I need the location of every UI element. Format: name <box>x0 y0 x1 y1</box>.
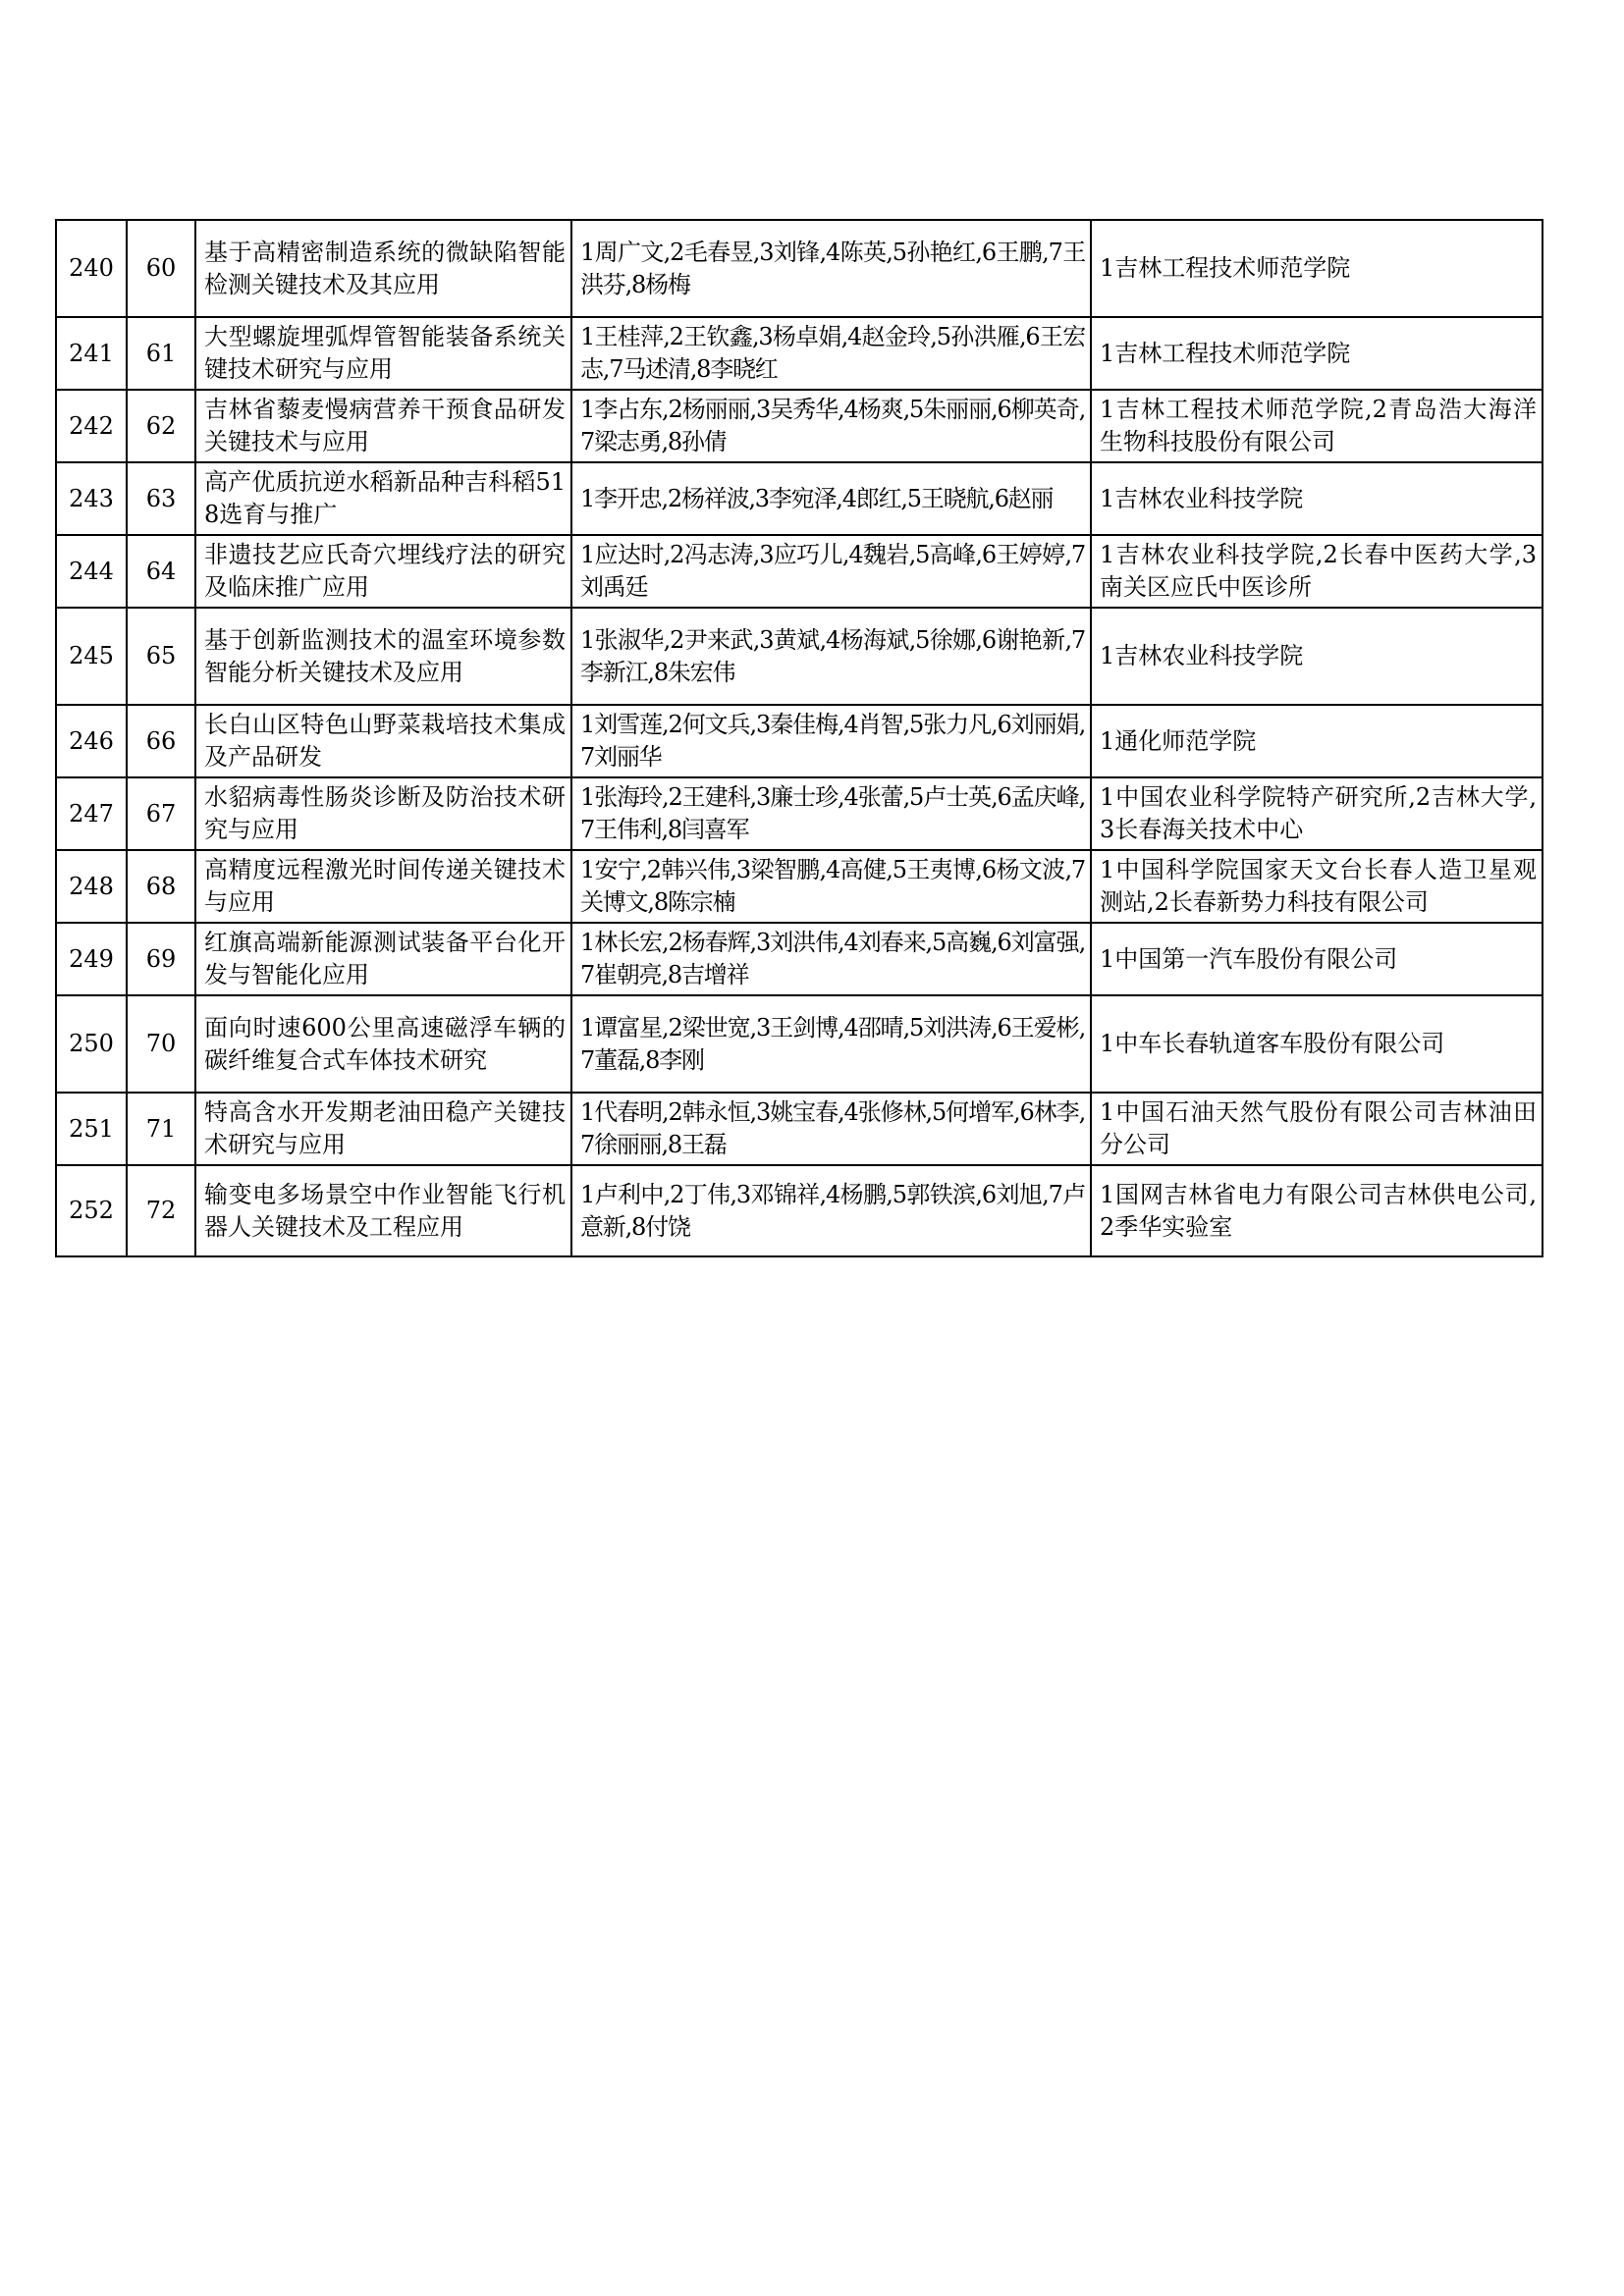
contributors-cell: 1刘雪莲,2何文兵,3秦佳梅,4肖智,5张力凡,6刘丽娟,7刘丽华 <box>571 705 1091 777</box>
project-name-cell: 水貂病毒性肠炎诊断及防治技术研究与应用 <box>195 777 571 850</box>
units-cell: 1吉林工程技术师范学院,2青岛浩大海洋生物科技股份有限公司 <box>1091 390 1543 462</box>
number-cell: 69 <box>127 923 195 995</box>
units-cell: 1吉林工程技术师范学院 <box>1091 317 1543 390</box>
project-name-cell: 输变电多场景空中作业智能飞行机器人关键技术及工程应用 <box>195 1165 571 1256</box>
project-name-cell: 非遗技艺应氏奇穴埋线疗法的研究及临床推广应用 <box>195 535 571 608</box>
project-name-cell: 红旗高端新能源测试装备平台化开发与智能化应用 <box>195 923 571 995</box>
number-cell: 61 <box>127 317 195 390</box>
contributors-cell: 1应达时,2冯志涛,3应巧儿,4魏岩,5高峰,6王婷婷,7刘禹廷 <box>571 535 1091 608</box>
number-cell: 67 <box>127 777 195 850</box>
table-row <box>56 1093 1543 1165</box>
seq-cell: 250 <box>56 995 127 1093</box>
contributors-cell: 1安宁,2韩兴伟,3梁智鹏,4高健,5王夷博,6杨文波,7关博文,8陈宗楠 <box>571 850 1091 923</box>
table-row <box>56 390 1543 462</box>
table-row <box>56 608 1543 705</box>
seq-cell: 247 <box>56 777 127 850</box>
project-name-cell: 高产优质抗逆水稻新品种吉科稻518选育与推广 <box>195 462 571 535</box>
seq-cell: 245 <box>56 608 127 705</box>
project-name-cell: 基于创新监测技术的温室环境参数智能分析关键技术及应用 <box>195 608 571 705</box>
seq-cell: 249 <box>56 923 127 995</box>
seq-cell: 248 <box>56 850 127 923</box>
table-row <box>56 705 1543 777</box>
table-row <box>56 317 1543 390</box>
number-cell: 66 <box>127 705 195 777</box>
units-cell: 1中国农业科学院特产研究所,2吉林大学,3长春海关技术中心 <box>1091 777 1543 850</box>
seq-cell: 246 <box>56 705 127 777</box>
number-cell: 68 <box>127 850 195 923</box>
table-row <box>56 1165 1543 1256</box>
project-name-cell: 长白山区特色山野菜栽培技术集成及产品研发 <box>195 705 571 777</box>
seq-cell: 244 <box>56 535 127 608</box>
number-cell: 70 <box>127 995 195 1093</box>
number-cell: 71 <box>127 1093 195 1165</box>
seq-cell: 251 <box>56 1093 127 1165</box>
units-cell: 1中国科学院国家天文台长春人造卫星观测站,2长春新势力科技有限公司 <box>1091 850 1543 923</box>
contributors-cell: 1张海玲,2王建科,3廉士珍,4张蕾,5卢士英,6孟庆峰,7王伟利,8闫喜军 <box>571 777 1091 850</box>
project-name-cell: 吉林省藜麦慢病营养干预食品研发关键技术与应用 <box>195 390 571 462</box>
table-row <box>56 923 1543 995</box>
project-name-cell: 基于高精密制造系统的微缺陷智能检测关键技术及其应用 <box>195 220 571 317</box>
contributors-cell: 1林长宏,2杨春辉,3刘洪伟,4刘春来,5高巍,6刘富强,7崔朝亮,8吉增祥 <box>571 923 1091 995</box>
project-name-cell: 面向时速600公里高速磁浮车辆的碳纤维复合式车体技术研究 <box>195 995 571 1093</box>
award-list-table <box>55 219 1543 1257</box>
number-cell: 65 <box>127 608 195 705</box>
seq-cell: 241 <box>56 317 127 390</box>
units-cell: 1中车长春轨道客车股份有限公司 <box>1091 995 1543 1093</box>
number-cell: 63 <box>127 462 195 535</box>
units-cell: 1通化师范学院 <box>1091 705 1543 777</box>
seq-cell: 240 <box>56 220 127 317</box>
table-row <box>56 535 1543 608</box>
number-cell: 72 <box>127 1165 195 1256</box>
project-name-cell: 特高含水开发期老油田稳产关键技术研究与应用 <box>195 1093 571 1165</box>
seq-cell: 252 <box>56 1165 127 1256</box>
table-row <box>56 220 1543 317</box>
seq-cell: 243 <box>56 462 127 535</box>
table-row <box>56 850 1543 923</box>
table-row <box>56 462 1543 535</box>
seq-cell: 242 <box>56 390 127 462</box>
contributors-cell: 1李占东,2杨丽丽,3吴秀华,4杨爽,5朱丽丽,6柳英奇,7梁志勇,8孙倩 <box>571 390 1091 462</box>
contributors-cell: 1李开忠,2杨祥波,3李宛泽,4郎红,5王晓航,6赵丽 <box>571 462 1091 535</box>
project-name-cell: 大型螺旋埋弧焊管智能装备系统关键技术研究与应用 <box>195 317 571 390</box>
contributors-cell: 1王桂萍,2王钦鑫,3杨卓娟,4赵金玲,5孙洪雁,6王宏志,7马述清,8李晓红 <box>571 317 1091 390</box>
number-cell: 60 <box>127 220 195 317</box>
contributors-cell: 1周广文,2毛春昱,3刘锋,4陈英,5孙艳红,6王鹏,7王洪芬,8杨梅 <box>571 220 1091 317</box>
contributors-cell: 1张淑华,2尹来武,3黄斌,4杨海斌,5徐娜,6谢艳新,7李新江,8朱宏伟 <box>571 608 1091 705</box>
contributors-cell: 1谭富星,2梁世宽,3王剑博,4邵晴,5刘洪涛,6王爱彬,7董磊,8李刚 <box>571 995 1091 1093</box>
units-cell: 1吉林农业科技学院,2长春中医药大学,3南关区应氏中医诊所 <box>1091 535 1543 608</box>
contributors-cell: 1卢利中,2丁伟,3邓锦祥,4杨鹏,5郭铁滨,6刘旭,7卢意新,8付饶 <box>571 1165 1091 1256</box>
contributors-cell: 1代春明,2韩永恒,3姚宝春,4张修林,5何增军,6林李,7徐丽丽,8王磊 <box>571 1093 1091 1165</box>
project-name-cell: 高精度远程激光时间传递关键技术与应用 <box>195 850 571 923</box>
units-cell: 1吉林工程技术师范学院 <box>1091 220 1543 317</box>
number-cell: 62 <box>127 390 195 462</box>
number-cell: 64 <box>127 535 195 608</box>
table-row <box>56 777 1543 850</box>
units-cell: 1吉林农业科技学院 <box>1091 462 1543 535</box>
units-cell: 1国网吉林省电力有限公司吉林供电公司,2季华实验室 <box>1091 1165 1543 1256</box>
table-row <box>56 995 1543 1093</box>
units-cell: 1吉林农业科技学院 <box>1091 608 1543 705</box>
units-cell: 1中国第一汽车股份有限公司 <box>1091 923 1543 995</box>
units-cell: 1中国石油天然气股份有限公司吉林油田分公司 <box>1091 1093 1543 1165</box>
